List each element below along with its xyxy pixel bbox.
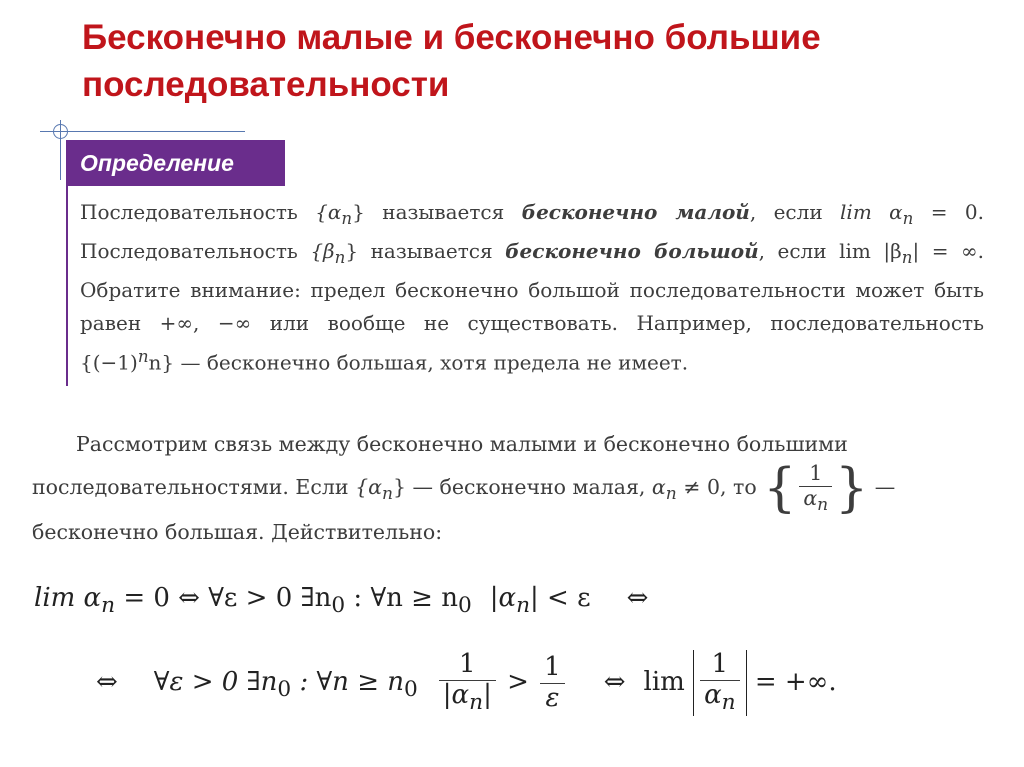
formula-line-1: $\lim \alpha_n = 0$ ⇔ ∀ε > 0 $\exists n_0$ : ∀n ≥ $n_0$ $|\alpha_n| < \varepsilon$ ⇔ xyxy=(34,583,649,619)
term-infinitely-small: бесконечно малой xyxy=(521,200,750,224)
fraction-1-over-alpha: $\frac{1}{\alpha_n}$ xyxy=(700,650,740,716)
abs-value xyxy=(693,650,747,716)
body-paragraph xyxy=(32,427,996,550)
fraction-1-over-abs-alpha: $\frac{1}{|\alpha_n|}$ xyxy=(439,650,496,716)
slide-title: Бесконечно малые и бесконечно большие последовательности xyxy=(82,18,821,104)
definition-text: Последовательность $\{\alpha_n\}$ называется бесконечно малой, если $\lim \alpha_n = 0$. Последовательность $\{\beta_n\}$ называется бесконечно большой, если $\lim |\beta_n|$ = ∞. Обратите внимание: предел бесконечно большой последовательности может быть равен +∞, −∞ или вообще не существовать. Например, последовательность $\{(-1)^nn\}$ — бесконечно большая, хотя предела не имеет. xyxy=(80,200,984,375)
definition-label: Определение xyxy=(66,140,285,186)
paragraph-line-2: последовательностями. Если $\{\alpha_n\}$ — бесконечно малая, $\alpha_n \ne 0$, то { $\frac{1}{\alpha_n}$ } — xyxy=(32,458,896,519)
paragraph-line-1: Рассмотрим связь между бесконечно малыми и бесконечно большими xyxy=(76,432,848,456)
formula-line-2: ⇔ ∀ε > 0 $\exists n_0$ : ∀n ≥ $n_0$ $\frac{1}{|\alpha_n|}$ > $\frac{1}{\varepsilon}$ ⇔ lim $\frac{1}{\alpha_n}$ = +∞. xyxy=(96,649,837,716)
fraction-1-over-epsilon: $\frac{1}{\varepsilon}$ xyxy=(540,653,565,714)
decor-line xyxy=(40,131,245,132)
reciprocal-fraction: $\frac{1}{\alpha_n}$ xyxy=(799,462,832,515)
decor-vline xyxy=(60,120,61,180)
term-infinitely-large: бесконечно большой xyxy=(505,239,759,263)
paragraph-line-3: бесконечно большая. Действительно: xyxy=(32,520,443,545)
